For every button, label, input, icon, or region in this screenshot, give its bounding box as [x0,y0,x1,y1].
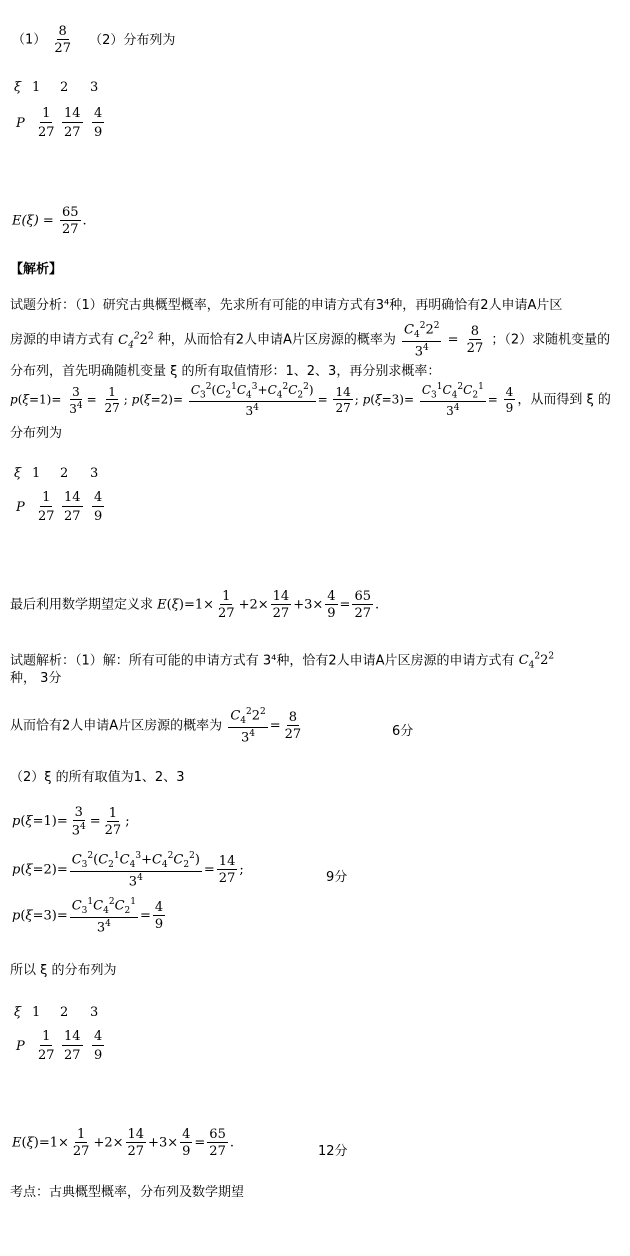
answer-part2: （2）分布列为 [89,32,176,48]
answer-part1-fraction: $\frac{8}{27}$ [54,24,71,56]
solution-p2: p(ξ=2)= $\frac{C_3^2(C_2^1C_4^3+C_4^2C_2^2)}{3^4}$ = $\frac{14}{27}$ ; [12,851,244,890]
score-12: 12分 [318,1144,348,1159]
kaodian: 考点：古典概型概率，分布列及数学期望 [10,1185,245,1200]
analysis-line-4: p(ξ=1)= $\frac{3}{3^4}$ = $\frac{1}{27}$ ; p(ξ=2)= $\frac{C_3^2(C_2^1C_4^3+C_4^2C_2^2)}{3^4}$ = $\frac{14}{27}$ ; p(ξ=3)= $\frac{C_3^1C_4^2C_2^1}{3^4}$ = $\frac{4}{9}$ ，从而得到 ξ 的 [10,382,611,419]
solution-line-3: 从而恰有2人申请A片区房源的概率为 $\frac{C_4^22^2}{3^4}$ = $\frac{8}{27}$ [10,707,302,746]
analysis-line-3: 分布列，首先明确随机变量 ξ 的所有取值情形：1、2、3，再分别求概率： [10,364,441,379]
answer-part1-label: （1） [12,32,47,48]
expectation-1: E(ξ) = $\frac{65}{27}$ . [12,205,87,237]
solution-dist-intro: 所以 ξ 的分布列为 [10,963,117,978]
solution-p1: p(ξ=1)= $\frac{3}{3^4}$ = $\frac{1}{27}$ ; [12,805,130,839]
analysis-line-2: 房源的申请方式有 $C_4^22^2$ 种，从而恰有2人申请A片区房源的概率为 $\frac{C_4^22^2}{3^4}$ = $\frac{8}{27}$ ；（2）求随机变量的 [10,321,611,360]
analysis-line-1: 试题分析：（1）研究古典概型概率，先求所有可能的申请方式有3⁴种，再明确恰有2人申请A片区 [10,298,563,313]
solution-expectation: E(ξ)=1× $\frac{1}{27}$ +2× $\frac{14}{27}$ +3× $\frac{4}{9}$ = $\frac{65}{27}$ . [12,1127,234,1159]
solution-part2: （2）ξ 的所有取值为1、2、3 [10,770,185,785]
analysis-line-5: 分布列为 [10,426,63,441]
distribution-table-1: ξ 1 2 3 P $\frac{1}{27}$ $\frac{14}{27}$ $\frac{4}{9}$ [14,80,103,140]
score-9: 9分 [326,870,348,885]
xi-label: ξ [14,80,22,95]
solution-line-2: 种， 3分 [10,671,62,686]
distribution-table-3: ξ 1 2 3 P $\frac{1}{27}$ $\frac{14}{27}$ $\frac{4}{9}$ [14,1005,103,1063]
score-6: 6分 [392,724,414,739]
solution-line-1: 试题解析：（1）解：所有可能的申请方式有 3⁴种，恰有2人申请A片区房源的申请方式有 $C_4^22^2$ [10,652,555,671]
answer-line [12,25,175,55]
p-label: P [16,116,25,131]
solution-p3: p(ξ=3)= $\frac{C_3^1C_4^2C_2^1}{3^4}$ = $\frac{4}{9}$ [12,897,164,936]
analysis-expectation: 最后利用数学期望定义求 E(ξ)=1× $\frac{1}{27}$ +2× $\frac{14}{27}$ +3× $\frac{4}{9}$ = $\frac{65}{27}$ . [10,589,380,621]
analysis-header: 【解析】 [10,262,63,277]
distribution-table-2: ξ 1 2 3 P $\frac{1}{27}$ $\frac{14}{27}$ $\frac{4}{9}$ [14,466,103,524]
